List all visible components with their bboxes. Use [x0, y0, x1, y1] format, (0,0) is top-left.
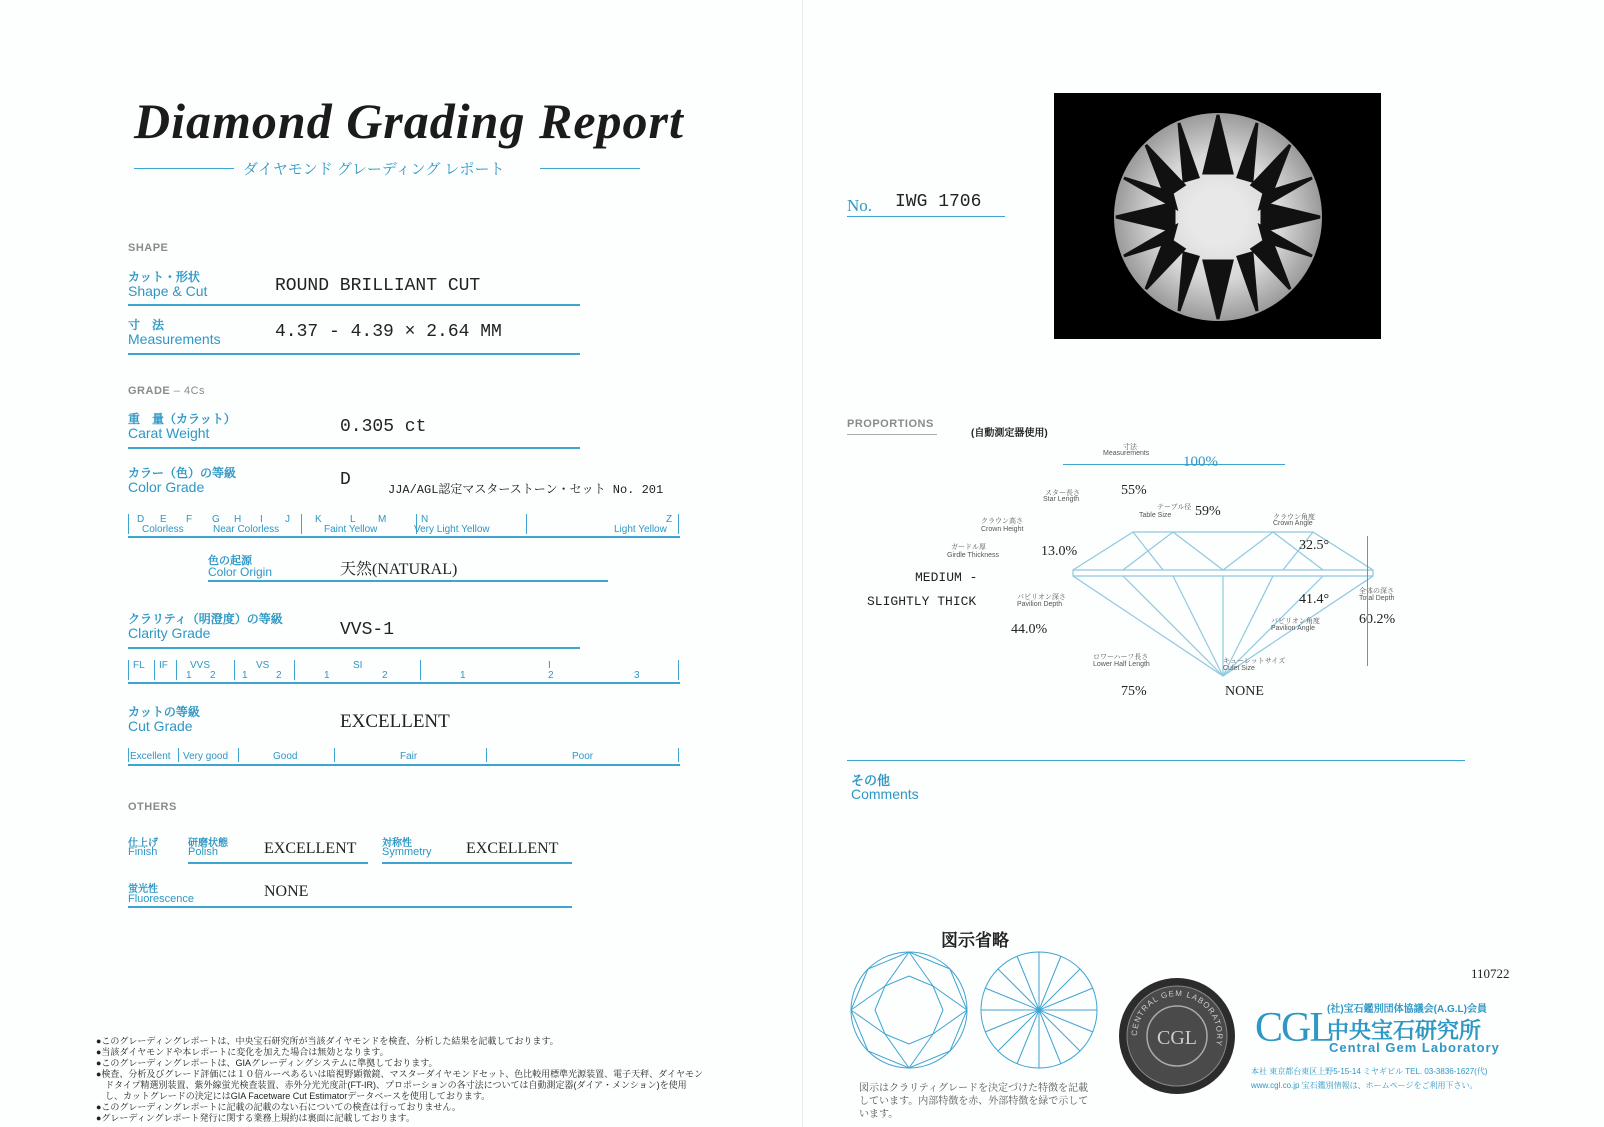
clarity-if: IF — [159, 660, 168, 671]
total-depth-label-ja: 全体の深さ — [1359, 588, 1394, 595]
comments-rule — [847, 760, 1465, 761]
footnote: ●グレーディングレポート発行に関する業務上規約は裏面に記載しております。 — [96, 1113, 415, 1123]
crown-height-label-en: Crown Height — [981, 526, 1024, 533]
plot-title: 図示省略 — [941, 931, 1009, 950]
proportions-note: (自動測定器使用) — [971, 428, 1048, 439]
clarity-vs-1: 1 — [242, 670, 248, 681]
plot-caption: 図示はクラリティグレードを決定づけた特徴を記載しています。内部特徴を赤、外部特徴を緑で示しています。 — [859, 1083, 1089, 1120]
color-origin-label-ja: 色の起源 — [208, 555, 252, 567]
scale-letter-e: E — [160, 514, 167, 525]
total-depth-value: 60.2% — [1359, 612, 1396, 627]
cut-label-en: Cut Grade — [128, 718, 193, 734]
crown-height-value: 13.0% — [1041, 544, 1078, 559]
measurements-label-en: Measurements — [1103, 450, 1150, 457]
girdle-label-ja: ガードル厚 — [951, 544, 986, 551]
color-origin-rule — [208, 580, 608, 582]
lab-name-en: Central Gem Laboratory — [1329, 1040, 1500, 1055]
star-length-label-en: Star Length — [1043, 496, 1080, 503]
clarity-grade-scale — [128, 660, 680, 684]
fluorescence-value: NONE — [264, 883, 309, 900]
pavilion-depth-label-ja: パビリオン深さ — [1017, 594, 1066, 601]
diamond-photo-image — [1054, 93, 1381, 339]
table-size-value: 59% — [1195, 504, 1221, 519]
cut-scale-excellent: Excellent — [130, 751, 171, 762]
right-page — [802, 0, 1604, 1127]
comments-label-en: Comments — [851, 786, 919, 802]
seal-text: CENTRAL GEM LABORATORY — [1129, 988, 1225, 1048]
culet-label-ja: キューレットサイズ — [1223, 658, 1286, 665]
scale-letter-i: I — [260, 514, 263, 525]
footnote: ●このグレーディングレポートは、中央宝石研究所が当該ダイヤモンドを検査、分析した結果を記載しております。 — [96, 1036, 559, 1046]
crown-angle-label-en: Crown Angle — [1273, 520, 1313, 527]
measurements-value: 4.37 - 4.39 × 2.64 MM — [275, 322, 502, 342]
cut-value: EXCELLENT — [340, 711, 450, 732]
culet-label-en: Culet Size — [1223, 665, 1255, 672]
fluorescence-label-en: Fluorescence — [128, 893, 195, 905]
clarity-i-1: 1 — [460, 670, 466, 681]
scale-letter-z: Z — [666, 514, 673, 525]
color-origin-value: 天然(NATURAL) — [340, 561, 458, 578]
cut-label-ja: カットの等級 — [128, 705, 200, 719]
measurements-rule — [128, 353, 580, 355]
comments-label-ja: その他 — [851, 773, 891, 788]
star-length-label-ja: スター長さ — [1045, 490, 1080, 497]
clarity-si-1: 1 — [324, 670, 330, 681]
clarity-label-en: Clarity Grade — [128, 625, 211, 641]
carat-rule — [128, 447, 580, 449]
symmetry-rule — [382, 862, 572, 864]
pavilion-depth-label-en: Pavilion Depth — [1017, 601, 1063, 608]
pavilion-depth-value: 44.0% — [1011, 622, 1048, 637]
clarity-vvs-2: 2 — [210, 670, 216, 681]
scale-letter-k: K — [315, 514, 322, 525]
clarity-vs-2: 2 — [276, 670, 282, 681]
scale-group-near-colorless: Near Colorless — [213, 524, 280, 535]
pavilion-angle-label-en: Pavilion Angle — [1271, 625, 1315, 632]
shape-label-en: Shape & Cut — [128, 283, 208, 299]
total-width-value: 100% — [1183, 454, 1218, 470]
grade-sublabel: 4Cs — [183, 385, 206, 397]
clarity-value: VVS-1 — [340, 620, 395, 640]
clarity-i-2: 2 — [548, 670, 554, 681]
seal-mark: CGL — [1157, 1027, 1197, 1049]
scale-letter-g: G — [212, 514, 220, 525]
lower-half-label-ja: ロワーハーフ長さ — [1093, 654, 1149, 661]
polish-rule — [188, 862, 368, 864]
lab-name-ja: 中央宝石研究所 — [1327, 1018, 1482, 1043]
clarity-rule — [128, 647, 580, 649]
measurements-label-en: Measurements — [128, 331, 221, 347]
clarity-label-ja: クラリティ（明澄度）の等級 — [128, 612, 283, 626]
crown-height-label-ja: クラウン高さ — [981, 518, 1023, 525]
fluorescence-label-ja: 蛍光性 — [128, 884, 158, 895]
polish-label-ja: 研磨状態 — [188, 838, 228, 849]
fluorescence-rule — [128, 906, 572, 908]
total-depth-label-en: Total Depth — [1359, 595, 1395, 602]
symmetry-label-ja: 対称性 — [382, 838, 412, 849]
scale-letter-j: J — [285, 514, 290, 525]
pavilion-angle-label-ja: パビリオン角度 — [1271, 618, 1320, 625]
report-number: IWG 1706 — [895, 192, 982, 212]
scale-group-very-light-yellow: Very Light Yellow — [414, 524, 490, 535]
others-section-label: OTHERS — [128, 801, 177, 813]
clarity-i: I — [548, 660, 551, 671]
girdle-label-en: Girdle Thickness — [947, 552, 1000, 559]
lower-half-value: 75% — [1121, 684, 1147, 699]
master-stone-note: JJA/AGL認定マスターストーン・セット No. 201 — [388, 483, 664, 497]
polish-label-en: Polish — [188, 846, 218, 858]
color-label-en: Color Grade — [128, 479, 205, 495]
table-size-label-en: Table Size — [1139, 512, 1172, 519]
title-rule-right — [540, 168, 640, 169]
footnote: ドタイプ精選別装置、紫外線蛍光検査装置、赤外分光光度計(FT-IR)、プロポーションの各寸法については自動測定器(ダイア・メンション)を使用 — [96, 1080, 687, 1090]
cut-grade-scale — [128, 748, 680, 766]
scale-letter-n: N — [421, 514, 429, 525]
color-grade-scale — [128, 514, 680, 538]
carat-value: 0.305 ct — [340, 417, 427, 437]
shape-rule — [128, 304, 580, 306]
report-no-label: No. — [847, 196, 873, 215]
report-title: Diamond Grading Report — [134, 93, 684, 149]
clarity-si-2: 2 — [382, 670, 388, 681]
finish-label-ja: 仕上げ — [128, 838, 158, 849]
table-size-label-ja: テーブル径 — [1157, 504, 1192, 511]
shape-section-label: SHAPE — [128, 242, 169, 254]
clarity-i-3: 3 — [634, 670, 640, 681]
carat-label-ja: 重 量（カラット） — [128, 412, 236, 426]
footnote: ●このグレーディングレポートは、GIAグレーディングシステムに準拠しております。 — [96, 1058, 438, 1068]
crown-angle-label-ja: クラウン角度 — [1273, 514, 1315, 521]
title-rule-left — [134, 168, 234, 169]
girdle-line-2: SLIGHTLY THICK — [867, 594, 977, 609]
lower-half-label-en: Lower Half Length — [1093, 661, 1150, 668]
footnote: ●検査、分析及びグレード評価には１０倍ルーペあるいは暗視野顕微鏡、マスターダイヤモンドセット、色比較用標準光源装置、電子天秤、ダイヤモン — [96, 1069, 704, 1079]
cut-scale-very-good: Very good — [183, 751, 229, 762]
clarity-vs: VS — [256, 660, 270, 671]
clarity-vvs-1: 1 — [186, 670, 192, 681]
width-arrow — [1063, 464, 1285, 465]
lab-address: 本社 東京都台東区上野5-15-14 ミヤギビル TEL. 03-3836-1627(代) — [1251, 1067, 1488, 1076]
report-code: 110722 — [1471, 966, 1510, 981]
clarity-fl: FL — [133, 660, 145, 671]
cut-scale-good: Good — [273, 751, 298, 762]
finish-label-en: Finish — [128, 846, 158, 858]
color-value: D — [340, 470, 351, 490]
color-label-ja: カラー（色）の等級 — [128, 466, 237, 480]
lab-logo: CGL — [1255, 1005, 1333, 1051]
symmetry-label-en: Symmetry — [382, 846, 432, 858]
color-origin-label-en: Color Origin — [208, 565, 273, 579]
scale-group-colorless: Colorless — [142, 524, 184, 535]
measurements-label-ja: 寸法 — [1123, 444, 1137, 451]
scale-group-faint-yellow: Faint Yellow — [324, 524, 378, 535]
polish-value: EXCELLENT — [264, 840, 357, 857]
footnotes — [96, 1036, 786, 1124]
footnote: し、カットグレードの決定にはGIA Facetware Cut Estimatorデータベースを使用しております。 — [96, 1091, 491, 1101]
cut-scale-poor: Poor — [572, 751, 594, 762]
grade-label: GRADE — [128, 385, 171, 397]
cut-scale-fair: Fair — [400, 751, 418, 762]
star-length-value: 55% — [1121, 483, 1147, 498]
clarity-plot-diagrams — [847, 948, 1107, 1074]
carat-label-en: Carat Weight — [128, 425, 210, 441]
report-subtitle: ダイヤモンド グレーディング レポート — [243, 161, 505, 178]
diamond-photo — [1054, 93, 1381, 339]
culet-value: NONE — [1225, 684, 1264, 699]
footnote: ●このグレーディングレポートに記載の記載のない石についての検査は行っておりません。 — [96, 1102, 461, 1112]
measurements-label-ja: 寸 法 — [128, 318, 165, 332]
scale-group-light-yellow: Light Yellow — [614, 524, 667, 535]
report-no-rule — [847, 216, 1005, 217]
scale-letter-f: F — [186, 514, 193, 525]
scale-letter-m: M — [378, 514, 387, 525]
grade-section-label: GRADE – 4Cs — [128, 385, 206, 397]
proportions-rule — [847, 434, 937, 435]
pavilion-angle-value: 41.4° — [1299, 592, 1330, 607]
clarity-si: SI — [353, 660, 363, 671]
footnote: ●当該ダイヤモンドや本レポートに変化を加えた場合は無効となります。 — [96, 1047, 389, 1057]
crown-angle-value: 32.5° — [1299, 538, 1330, 553]
lab-member: (社)宝石鑑別団体協議会(A.G.L)会員 — [1327, 1004, 1487, 1015]
laboratory-seal — [1115, 974, 1239, 1098]
girdle-line-1: MEDIUM - — [915, 570, 978, 585]
total-depth-arrow — [1367, 536, 1368, 666]
scale-letter-l: L — [350, 514, 356, 525]
clarity-vvs: VVS — [190, 660, 211, 671]
symmetry-value: EXCELLENT — [466, 840, 559, 857]
scale-letter-h: H — [234, 514, 242, 525]
shape-label-ja: カット・形状 — [128, 270, 200, 284]
shape-value: ROUND BRILLIANT CUT — [275, 276, 481, 296]
lab-web: www.cgl.co.jp 宝石鑑別情報は、ホームページをご利用下さい。 — [1251, 1081, 1478, 1090]
proportions-section-label: PROPORTIONS — [847, 418, 934, 430]
scale-letter-d: D — [137, 514, 145, 525]
